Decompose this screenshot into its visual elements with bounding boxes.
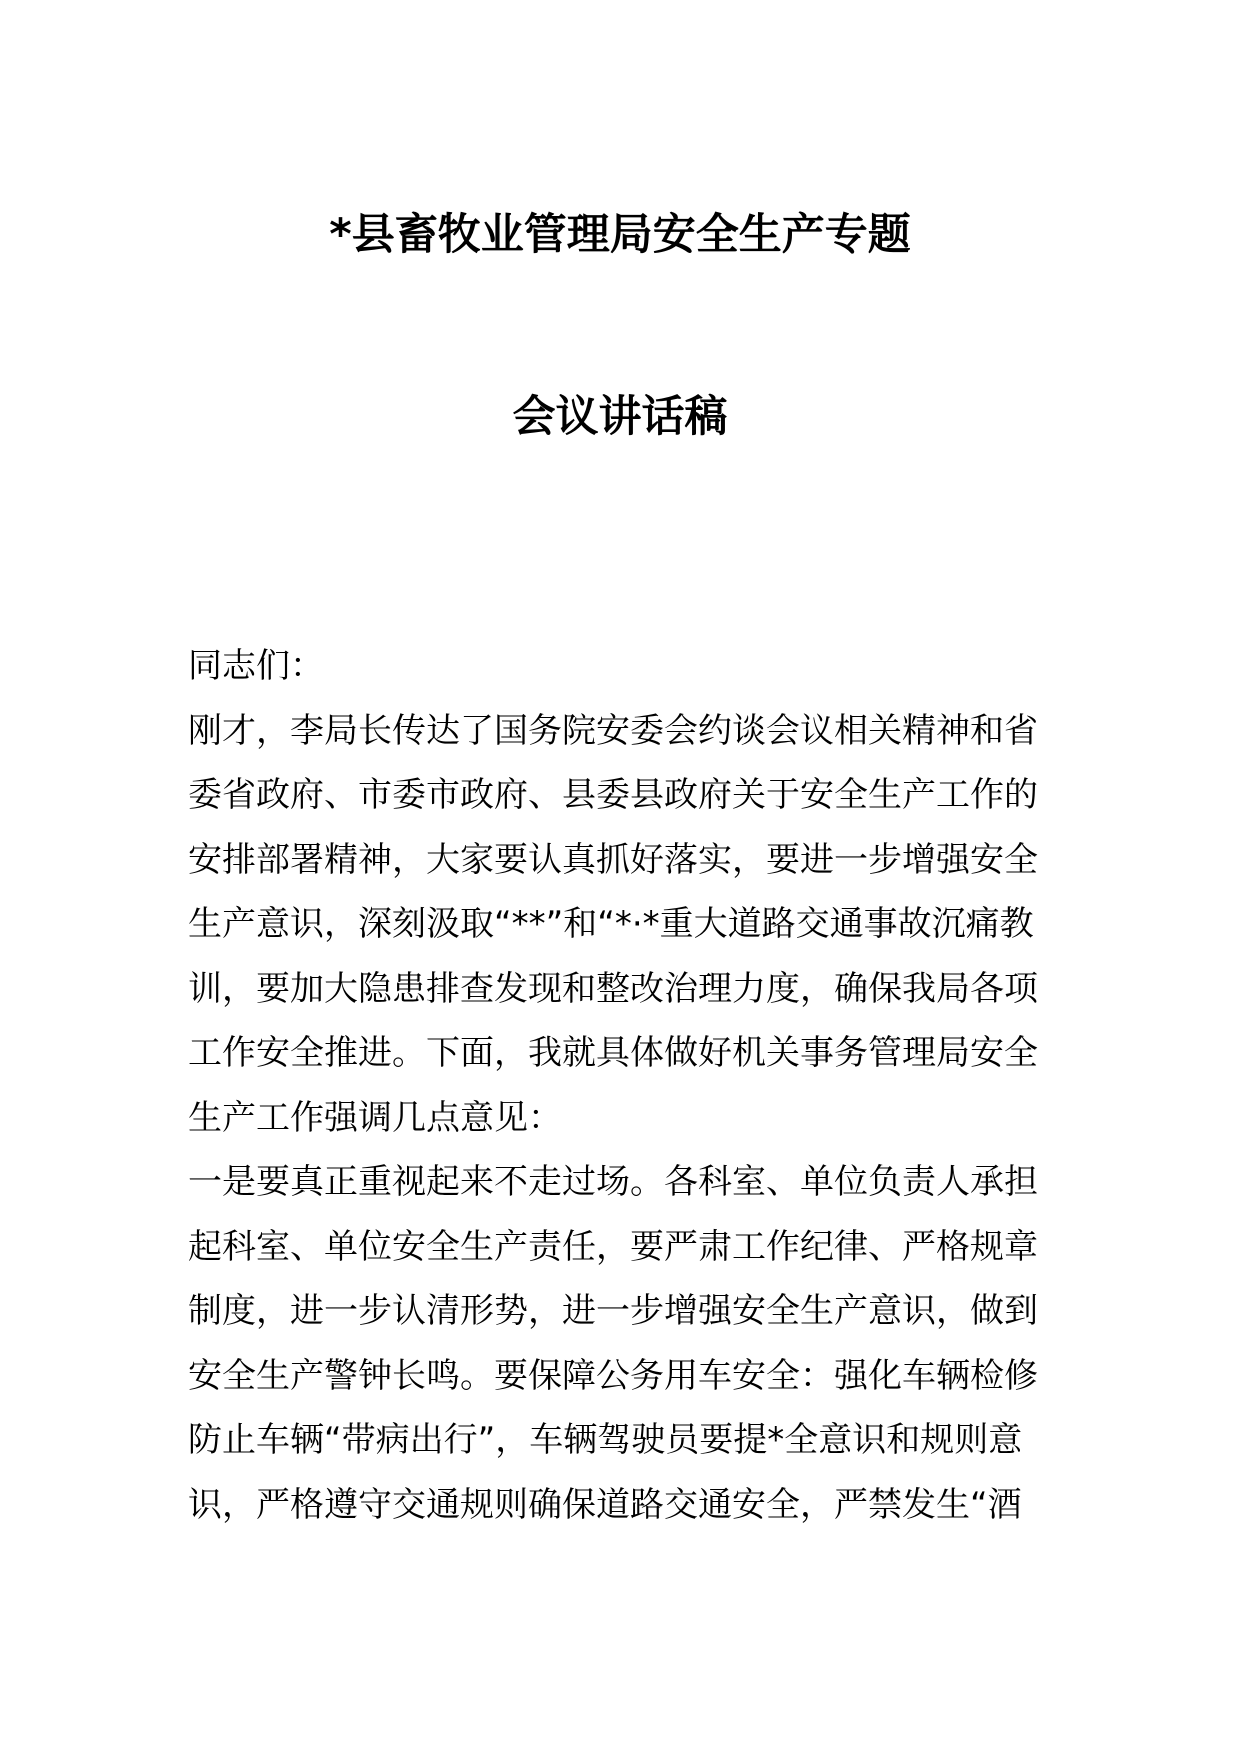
body-line: 安排部署精神，大家要认真抓好落实，要进一步增强安全 bbox=[188, 839, 1038, 880]
salutation: 同志们： bbox=[188, 646, 324, 686]
body-line: 制度，进一步认清形势，进一步增强安全生产意识，做到 bbox=[188, 1291, 1038, 1331]
body-line: 防止车辆“带病出行”，车辆驾驶员要提*全意识和规则意 bbox=[188, 1420, 1023, 1460]
body-line: 识，严格遵守交通规则确保道路交通安全，严禁发生“酒 bbox=[188, 1484, 1022, 1525]
body-line: 安全生产警钟长鸣。要保障公务用车安全：强化车辆检修 bbox=[188, 1355, 1038, 1396]
body-line: 委省政府、市委市政府、县委县政府关于安全生产工作的 bbox=[188, 775, 1038, 815]
body-line: 一是要真正重视起来不走过场。各科室、单位负责人承担 bbox=[188, 1162, 1038, 1202]
body-line: 生产工作强调几点意见： bbox=[188, 1097, 562, 1138]
body-line: 刚才，李局长传达了国务院安委会约谈会议相关精神和省 bbox=[188, 710, 1038, 751]
body-line: 生产意识，深刻汲取“**”和“*·*重大道路交通事故沉痛教 bbox=[188, 904, 1034, 944]
body-line: 工作安全推进。下面，我就具体做好机关事务管理局安全 bbox=[188, 1033, 1038, 1073]
document-title-line-2: 会议讲话稿 bbox=[512, 392, 728, 442]
document-body bbox=[188, 634, 1052, 1537]
body-line: 起科室、单位安全生产责任，要严肃工作纪律、严格规章 bbox=[188, 1226, 1038, 1267]
body-line: 训，要加大隐患排查发现和整改治理力度，确保我局各项 bbox=[188, 968, 1038, 1009]
document-title-line-1: *县畜牧业管理局安全生产专题 bbox=[329, 210, 911, 260]
